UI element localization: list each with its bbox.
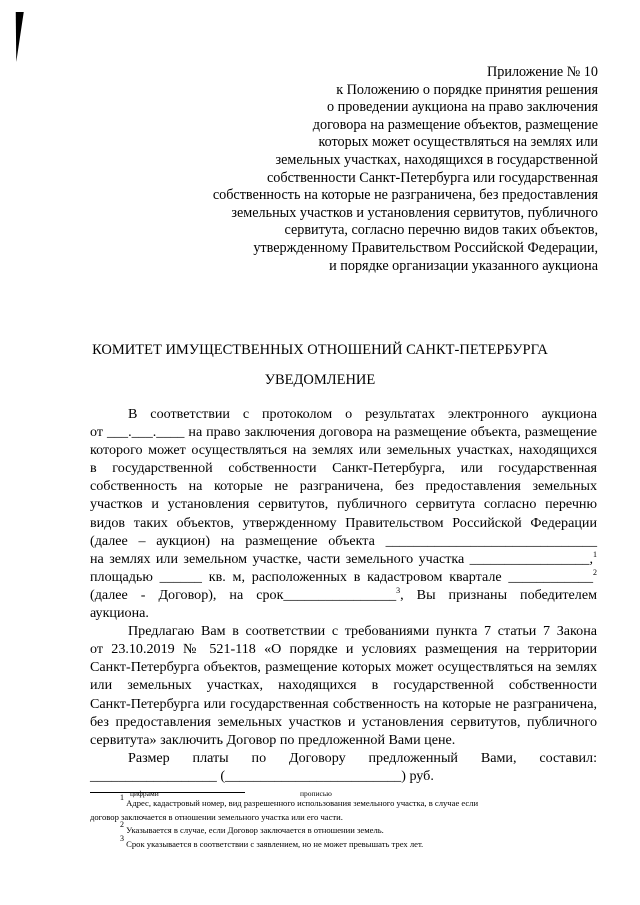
body-line: В соответствии с протоколом о результатах электронного аукциона bbox=[128, 406, 597, 422]
footnote-text: Указывается в случае, если Договор заключается в отношении земель. bbox=[124, 825, 384, 835]
body-line: Санкт-Петербурга или государственная собственность на которые не разграничена, bbox=[90, 695, 597, 712]
footnote-text: Срок указывается в соответствии с заявлением, но не может превышать трех лет. bbox=[124, 838, 424, 849]
appendix-header bbox=[178, 64, 598, 275]
body-line: которого может осуществляться на землях или земельных участках, находящихся bbox=[90, 442, 597, 459]
caption-figures: цифрами bbox=[130, 788, 159, 798]
body-text: , Вы признаны победителем bbox=[400, 586, 598, 603]
payment-line: __________________ (_________________________) руб. bbox=[90, 767, 434, 784]
field-captions bbox=[90, 785, 597, 797]
document-body bbox=[90, 405, 597, 797]
footnote-separator bbox=[90, 792, 245, 793]
appendix-line: собственность на которые не разграничена, без предоставления bbox=[212, 187, 598, 204]
body-text: (далее - Договор), на срок________________ bbox=[90, 586, 397, 603]
appendix-line: договора на размещение объектов, размещение bbox=[312, 116, 598, 133]
footnote-2 bbox=[90, 820, 598, 838]
committee-title: КОМИТЕТ ИМУЩЕСТВЕННЫХ ОТНОШЕНИЙ САНКТ-ПЕТЕРБУРГА bbox=[92, 342, 548, 358]
body-text: на землях или земельном участке, части земельного участка _________________, bbox=[90, 550, 593, 567]
footnote-number: 2 bbox=[120, 820, 124, 829]
footnote-number: 3 bbox=[120, 833, 124, 843]
appendix-line: земельных участков и установления сервитутов, публичного bbox=[231, 204, 598, 221]
body-line: видов таких объектов, утвержденному Правительством Российской Федерации bbox=[90, 514, 597, 531]
body-line: от ___.___.____ на право заключения договора на размещение объекта, размещение bbox=[90, 424, 597, 441]
footnote-3 bbox=[90, 833, 598, 852]
body-line: (далее – аукцион) на размещение объекта ______________________________ bbox=[90, 532, 597, 549]
appendix-line: собственности Санкт-Петербурга или государственная bbox=[267, 169, 598, 186]
footnote-ref: 2 bbox=[593, 567, 597, 577]
footnote-number: 1 bbox=[120, 793, 124, 802]
appendix-line: сервитута, согласно перечню видов таких объектов, bbox=[284, 222, 598, 239]
body-line bbox=[90, 568, 597, 586]
appendix-line: и порядке организации указанного аукциона bbox=[329, 257, 598, 274]
footnote-ref: 1 bbox=[593, 549, 597, 559]
footnote-1-cont: договор заключается в отношении земельного участка или его части. bbox=[90, 811, 343, 822]
body-line: участков и установления сервитутов, публичного сервитута согласно перечню bbox=[90, 496, 597, 513]
appendix-line: земельных участках, находящихся в государственной bbox=[275, 151, 598, 168]
body-line: аукциона. bbox=[90, 605, 149, 622]
appendix-line: утвержденному Правительством Российской Федерации, bbox=[253, 239, 598, 256]
body-line bbox=[90, 586, 597, 604]
body-line: сервитута» заключить Договор по предложенной Вами цене. bbox=[90, 731, 456, 748]
body-line: от 23.10.2019 № 521-118 «О порядке и условиях размещения на территории bbox=[90, 641, 597, 658]
body-line: или земельных участках, находящихся в государственной собственности bbox=[90, 677, 597, 694]
caption-words: прописью bbox=[300, 788, 332, 798]
body-text: площадью ______ кв. м, расположенных в кадастровом квартале ____________ bbox=[90, 568, 593, 585]
body-line: собственность на которые не разграничена, без предоставления земельных bbox=[90, 478, 597, 495]
appendix-line: Приложение № 10 bbox=[487, 64, 598, 80]
body-line: Предлагаю Вам в соответствии с требованиями пункта 7 статьи 7 Закона bbox=[128, 623, 597, 640]
footnote-text: Адрес, кадастровый номер, вид разрешенного использования земельного участка, в случае если bbox=[124, 798, 479, 808]
body-line: Санкт-Петербурга объектов, размещение которых может осуществляться на землях bbox=[90, 659, 597, 676]
body-line: в государственной собственности Санкт-Петербурга, или государственная bbox=[90, 460, 597, 477]
body-line: без предоставления земельных участков и установления сервитутов, публичного bbox=[90, 713, 597, 730]
corner-mark bbox=[12, 12, 23, 62]
appendix-line: к Положению о порядке принятия решения bbox=[336, 81, 598, 98]
appendix-line: которых может осуществляться на землях или bbox=[318, 134, 598, 151]
body-line bbox=[90, 550, 597, 568]
appendix-line: о проведении аукциона на право заключения bbox=[326, 99, 598, 116]
body-line: Размер платы по Договору предложенный Вами, составил: bbox=[128, 749, 597, 766]
notice-title: УВЕДОМЛЕНИЕ bbox=[264, 372, 376, 388]
footnote-ref: 3 bbox=[396, 585, 401, 595]
